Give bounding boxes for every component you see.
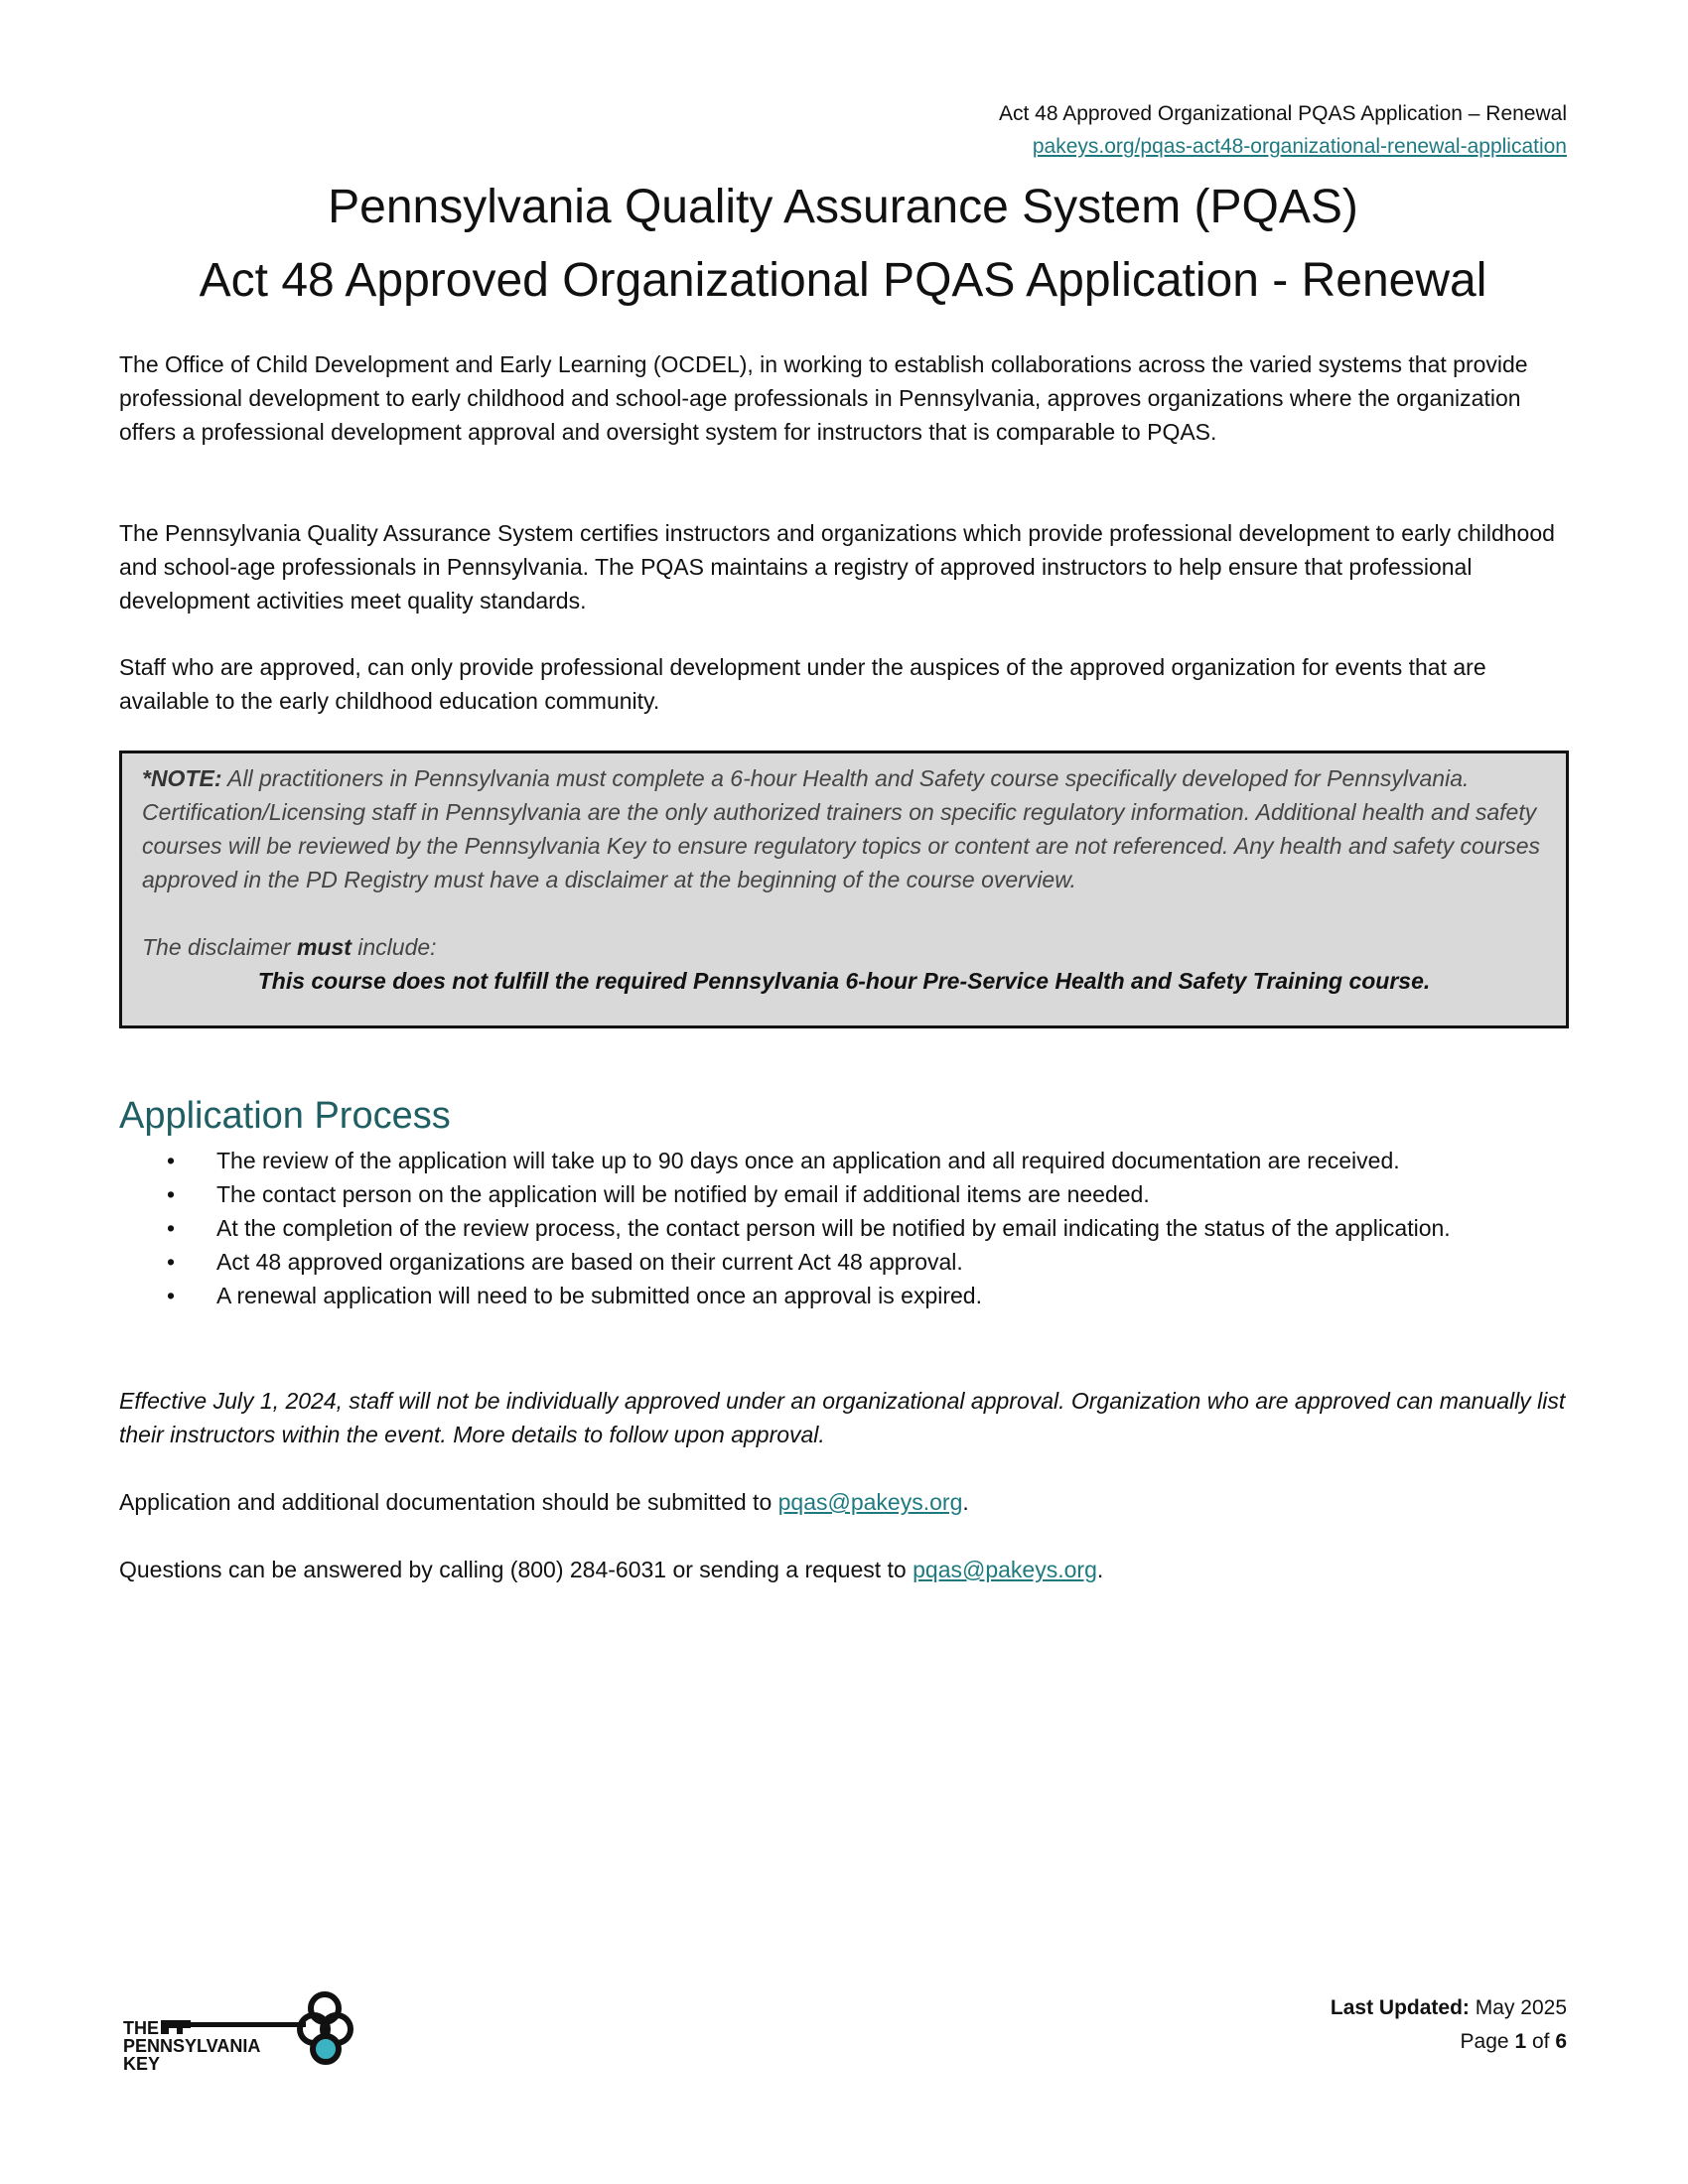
page-title [119,171,1567,318]
logo-key-tooth-2 [177,2028,183,2034]
page-number [1331,2025,1567,2059]
questions-text: Questions can be answered by calling (800) 284-6031 or sending a request to [119,1557,914,1582]
disclaimer-intro-must: must [296,934,352,960]
list-item-text: At the completion of the review process, the contact person will be notified by email indicating the status of the application. [216,1215,1451,1241]
list-item [119,1144,1567,1177]
title-line-1: Pennsylvania Quality Assurance System (PQAS) [328,181,1358,233]
pennsylvania-key-logo [123,1990,381,2080]
list-item-text: The contact person on the application will be notified by email if additional items are needed. [216,1181,1150,1207]
logo-key-bit [161,2020,191,2028]
questions-email-link[interactable]: pqas@pakeys.org [913,1557,1097,1582]
header-doc-title: Act 48 Approved Organizational PQAS Application – Renewal [998,102,1567,125]
logo-text-key: KEY [123,2054,161,2074]
page-word: Page [1460,2030,1515,2053]
list-item-text: A renewal application will need to be submitted once an approval is expired. [216,1283,982,1308]
bullet-icon: • [167,1215,176,1241]
footer-info [1331,1991,1567,2059]
list-item [119,1245,1567,1279]
effective-date-note: Effective July 1, 2024, staff will not be individually approved under an organizational approval. Organization who are approved can manually list their instructors within the event. More details to follow upon approval. [119,1388,1566,1447]
submit-email-link[interactable]: pqas@pakeys.org [777,1489,963,1515]
last-updated-value: May 2025 [1469,1996,1567,2019]
last-updated-label: Last Updated: [1330,1996,1470,2019]
running-header [999,97,1567,163]
disclaimer-intro [142,930,1546,964]
intro-paragraph-1: The Office of Child Development and Early Learning (OCDEL), in working to establish collaborations across the varied systems that provide professional development to early childhood and school-age professionals in Pennsylvania, approves organizations where the organization offers a professional development approval and oversight system for instructors that is comparable to PQAS. [119,351,1528,445]
list-item [119,1177,1567,1211]
list-item-text: The review of the application will take up to 90 days once an application and all required documentation are received. [216,1148,1400,1173]
disclaimer-text: This course does not fulfill the required Pennsylvania 6-hour Pre-Service Health and Safety Training course. [257,968,1431,994]
last-updated [1331,1991,1567,2025]
application-process-heading: Application Process [119,1095,451,1137]
note-box [119,751,1569,1028]
list-item [119,1211,1567,1245]
submit-text-end: . [962,1489,969,1515]
title-line-2: Act 48 Approved Organizational PQAS Application - Renewal [199,254,1487,307]
submission-instructions [119,1485,1567,1519]
disclaimer-intro-post: include: [351,934,437,960]
questions-instructions [119,1553,1567,1586]
note-text: All practitioners in Pennsylvania must complete a 6-hour Health and Safety course specifically developed for Pennsylvania. Certification/Licensing staff in Pennsylvania are the only authorized trainers on specific regulatory information. Additional health and safety courses will be reviewed by the Pennsylvania Key to ensure regulatory topics or content are not referenced. Any health and safety courses approved in the PD Registry must have a disclaimer at the beginning of the course overview. [142,765,1541,892]
logo-key-tooth [161,2028,169,2034]
submit-text: Application and additional documentation should be submitted to [119,1489,778,1515]
questions-text-end: . [1096,1557,1104,1582]
logo-key-shaft [189,2022,306,2027]
page-total: 6 [1555,2030,1567,2053]
application-process-list [119,1144,1567,1312]
bullet-icon: • [167,1249,176,1275]
note-label: *NOTE: [142,765,222,791]
document-page [119,0,1567,2184]
page-current: 1 [1514,2030,1527,2053]
logo-text-the: THE [123,2018,159,2038]
bullet-icon: • [167,1283,176,1308]
list-item-text: Act 48 approved organizations are based on their current Act 48 approval. [216,1249,963,1275]
header-url-link[interactable]: pakeys.org/pqas-act48-organizational-renewal-application [1032,135,1567,158]
page-of: of [1526,2030,1556,2053]
bullet-icon: • [167,1148,176,1173]
intro-paragraph-2: The Pennsylvania Quality Assurance System certifies instructors and organizations which provide professional development to early childhood and school-age professionals in Pennsylvania. The PQAS maintains a registry of approved instructors to help ensure that professional development activities meet quality standards. [119,520,1555,614]
disclaimer-intro-pre: The disclaimer [142,934,297,960]
logo-text-pennsylvania: PENNSYLVANIA [123,2036,261,2056]
bullet-icon: • [167,1181,176,1207]
intro-paragraph-3: Staff who are approved, can only provide professional development under the auspices of the approved organization for events that are available to the early childhood education community. [119,654,1486,714]
logo-ring-accent [313,2036,339,2062]
list-item [119,1279,1567,1312]
note-paragraph [142,761,1546,896]
